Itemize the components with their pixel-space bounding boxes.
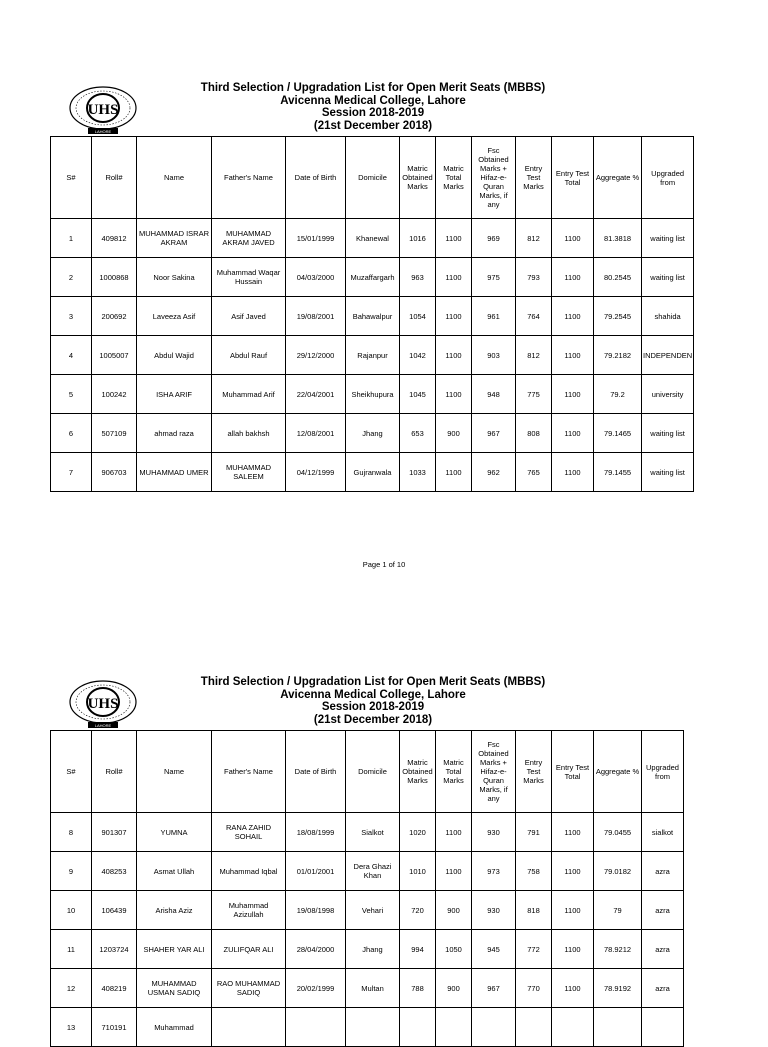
cell-entry-test-total: 1100 [552, 414, 594, 453]
cell-serial: 5 [51, 375, 92, 414]
cell-matric-total: 1100 [436, 813, 472, 852]
cell-father-name: allah bakhsh [212, 414, 286, 453]
cell-domicile: Muzaffargarh [346, 258, 400, 297]
cell-entry-test-marks: 812 [516, 336, 552, 375]
cell-domicile: Jhang [346, 930, 400, 969]
cell-dob: 12/08/2001 [286, 414, 346, 453]
cell-serial: 6 [51, 414, 92, 453]
table-header-row [51, 731, 684, 813]
cell-father-name: RAO MUHAMMAD SADIQ [212, 969, 286, 1008]
header-session: Session 2018-2019 [321, 701, 425, 713]
cell-entry-test-marks: 765 [516, 453, 552, 492]
cell-name: Laveeza Asif [137, 297, 212, 336]
cell-aggregate: 79.2182 [594, 336, 642, 375]
svg-text:LAHORE: LAHORE [94, 723, 112, 728]
cell-serial: 13 [51, 1008, 92, 1047]
cell-father-name: Asif Javed [212, 297, 286, 336]
cell-matric-total: 900 [436, 891, 472, 930]
table-row [51, 258, 694, 297]
list-header [150, 82, 596, 132]
col-header-upgraded-from: Upgraded from [642, 137, 694, 219]
cell-matric-obtained: 963 [400, 258, 436, 297]
table-row [51, 297, 694, 336]
cell-fsc-obtained: 945 [472, 930, 516, 969]
cell-dob: 15/01/1999 [286, 219, 346, 258]
col-header-matric-obtained: Matric Obtained Marks [400, 731, 436, 813]
header-session: Session 2018-2019 [321, 107, 425, 119]
cell-name: MUHAMMAD ISRAR AKRAM [137, 219, 212, 258]
cell-entry-test-marks: 772 [516, 930, 552, 969]
cell-upgraded-from: university [642, 375, 694, 414]
cell-entry-test-marks: 812 [516, 219, 552, 258]
cell-name: Arisha Aziz [137, 891, 212, 930]
cell-dob: 20/02/1999 [286, 969, 346, 1008]
cell-roll: 507109 [92, 414, 137, 453]
table-row [51, 1008, 684, 1047]
table-header-row [51, 137, 694, 219]
cell-father-name: Muhammad Waqar Hussain [212, 258, 286, 297]
cell-dob: 19/08/1998 [286, 891, 346, 930]
cell-entry-test-total [552, 1008, 594, 1047]
cell-upgraded-from: waiting list [642, 453, 694, 492]
cell-roll: 1203724 [92, 930, 137, 969]
cell-upgraded-from: shahida [642, 297, 694, 336]
table-row [51, 969, 684, 1008]
cell-aggregate: 78.9192 [594, 969, 642, 1008]
cell-matric-total: 1100 [436, 297, 472, 336]
cell-matric-obtained: 994 [400, 930, 436, 969]
cell-dob: 18/08/1999 [286, 813, 346, 852]
cell-aggregate: 79.2 [594, 375, 642, 414]
cell-serial: 2 [51, 258, 92, 297]
cell-matric-obtained: 1033 [400, 453, 436, 492]
cell-aggregate: 79 [594, 891, 642, 930]
uhs-logo [66, 678, 140, 730]
cell-matric-total: 900 [436, 969, 472, 1008]
table-row [51, 453, 694, 492]
col-header-upgraded-from: Upgraded from [642, 731, 684, 813]
cell-roll: 906703 [92, 453, 137, 492]
merit-table [50, 136, 694, 492]
cell-name: Asmat Ullah [137, 852, 212, 891]
cell-roll: 100242 [92, 375, 137, 414]
header-date: (21st December 2018) [313, 713, 433, 726]
cell-matric-obtained: 788 [400, 969, 436, 1008]
cell-roll: 1000868 [92, 258, 137, 297]
cell-aggregate: 79.0182 [594, 852, 642, 891]
cell-father-name: MUHAMMAD AKRAM JAVED [212, 219, 286, 258]
cell-dob [286, 1008, 346, 1047]
col-header-serial: S# [51, 731, 92, 813]
table-body [51, 813, 684, 1047]
cell-matric-total [436, 1008, 472, 1047]
col-header-fsc-obtained: Fsc Obtained Marks + Hifaz-e-Quran Marks, if any [472, 137, 516, 219]
cell-name: YUMNA [137, 813, 212, 852]
col-header-roll: Roll# [92, 731, 137, 813]
cell-entry-test-total: 1100 [552, 930, 594, 969]
cell-matric-total: 1100 [436, 336, 472, 375]
cell-father-name: MUHAMMAD SALEEM [212, 453, 286, 492]
cell-aggregate: 79.0455 [594, 813, 642, 852]
cell-matric-total: 1100 [436, 258, 472, 297]
cell-domicile: Rajanpur [346, 336, 400, 375]
cell-domicile: Jhang [346, 414, 400, 453]
cell-matric-total: 900 [436, 414, 472, 453]
cell-dob: 01/01/2001 [286, 852, 346, 891]
col-header-dob: Date of Birth [286, 731, 346, 813]
cell-serial: 7 [51, 453, 92, 492]
cell-roll: 106439 [92, 891, 137, 930]
cell-domicile [346, 1008, 400, 1047]
header-college: Avicenna Medical College, Lahore [280, 688, 466, 701]
col-header-domicile: Domicile [346, 731, 400, 813]
cell-matric-total: 1050 [436, 930, 472, 969]
col-header-entry-test-total: Entry Test Total [552, 137, 594, 219]
table-row [51, 219, 694, 258]
svg-text:UHS: UHS [87, 696, 119, 712]
cell-matric-obtained: 1054 [400, 297, 436, 336]
cell-entry-test-marks: 818 [516, 891, 552, 930]
table-row [51, 930, 684, 969]
cell-name: MUHAMMAD USMAN SADIQ [137, 969, 212, 1008]
col-header-entry-test-marks: Entry Test Marks [516, 731, 552, 813]
cell-matric-obtained: 720 [400, 891, 436, 930]
cell-fsc-obtained: 962 [472, 453, 516, 492]
cell-domicile: Vehari [346, 891, 400, 930]
cell-domicile: Sialkot [346, 813, 400, 852]
cell-serial: 3 [51, 297, 92, 336]
cell-domicile: Dera Ghazi Khan [346, 852, 400, 891]
cell-dob: 04/12/1999 [286, 453, 346, 492]
cell-entry-test-total: 1100 [552, 453, 594, 492]
cell-entry-test-total: 1100 [552, 219, 594, 258]
list-header [150, 676, 596, 726]
cell-fsc-obtained: 969 [472, 219, 516, 258]
cell-serial: 12 [51, 969, 92, 1008]
cell-fsc-obtained: 961 [472, 297, 516, 336]
col-header-entry-test-marks: Entry Test Marks [516, 137, 552, 219]
cell-fsc-obtained: 967 [472, 969, 516, 1008]
table-row [51, 414, 694, 453]
table-row [51, 375, 694, 414]
col-header-father-name: Father's Name [212, 731, 286, 813]
cell-serial: 8 [51, 813, 92, 852]
cell-aggregate [594, 1008, 642, 1047]
cell-dob: 19/08/2001 [286, 297, 346, 336]
cell-matric-obtained: 1010 [400, 852, 436, 891]
col-header-domicile: Domicile [346, 137, 400, 219]
cell-dob: 22/04/2001 [286, 375, 346, 414]
cell-aggregate: 79.1455 [594, 453, 642, 492]
svg-text:LAHORE: LAHORE [94, 129, 112, 134]
header-title: Third Selection / Upgradation List for Open Merit Seats (MBBS) [200, 676, 546, 688]
col-header-serial: S# [51, 137, 92, 219]
table-row [51, 813, 684, 852]
cell-entry-test-total: 1100 [552, 891, 594, 930]
cell-serial: 9 [51, 852, 92, 891]
col-header-aggregate: Aggregate % [594, 731, 642, 813]
cell-matric-obtained: 1020 [400, 813, 436, 852]
cell-serial: 4 [51, 336, 92, 375]
svg-text:UHS: UHS [87, 102, 119, 118]
cell-matric-total: 1100 [436, 375, 472, 414]
cell-fsc-obtained: 967 [472, 414, 516, 453]
cell-father-name: Muhammad Arif [212, 375, 286, 414]
col-header-name: Name [137, 137, 212, 219]
cell-domicile: Khanewal [346, 219, 400, 258]
cell-domicile: Multan [346, 969, 400, 1008]
header-date: (21st December 2018) [313, 119, 433, 132]
cell-dob: 29/12/2000 [286, 336, 346, 375]
table-row [51, 852, 684, 891]
cell-matric-obtained: 653 [400, 414, 436, 453]
cell-dob: 04/03/2000 [286, 258, 346, 297]
cell-serial: 10 [51, 891, 92, 930]
cell-aggregate: 79.1465 [594, 414, 642, 453]
cell-fsc-obtained: 973 [472, 852, 516, 891]
col-header-entry-test-total: Entry Test Total [552, 731, 594, 813]
merit-table [50, 730, 684, 1047]
cell-roll: 901307 [92, 813, 137, 852]
cell-name: SHAHER YAR ALI [137, 930, 212, 969]
col-header-matric-total: Matric Total Marks [436, 731, 472, 813]
cell-entry-test-marks: 793 [516, 258, 552, 297]
cell-aggregate: 78.9212 [594, 930, 642, 969]
cell-fsc-obtained [472, 1008, 516, 1047]
col-header-dob: Date of Birth [286, 137, 346, 219]
cell-father-name [212, 1008, 286, 1047]
cell-upgraded-from: azra [642, 930, 684, 969]
cell-name: MUHAMMAD UMER [137, 453, 212, 492]
cell-aggregate: 80.2545 [594, 258, 642, 297]
cell-aggregate: 81.3818 [594, 219, 642, 258]
cell-entry-test-marks: 791 [516, 813, 552, 852]
cell-matric-obtained [400, 1008, 436, 1047]
cell-name: ahmad raza [137, 414, 212, 453]
cell-entry-test-total: 1100 [552, 852, 594, 891]
cell-serial: 1 [51, 219, 92, 258]
cell-name: Abdul Wajid [137, 336, 212, 375]
col-header-father-name: Father's Name [212, 137, 286, 219]
cell-matric-total: 1100 [436, 453, 472, 492]
cell-upgraded-from: waiting list [642, 219, 694, 258]
cell-domicile: Bahawalpur [346, 297, 400, 336]
cell-upgraded-from: sialkot [642, 813, 684, 852]
col-header-aggregate: Aggregate % [594, 137, 642, 219]
cell-entry-test-marks [516, 1008, 552, 1047]
cell-matric-total: 1100 [436, 219, 472, 258]
header-title: Third Selection / Upgradation List for Open Merit Seats (MBBS) [200, 82, 546, 94]
cell-upgraded-from: azra [642, 891, 684, 930]
cell-upgraded-from: waiting list [642, 258, 694, 297]
col-header-fsc-obtained: Fsc Obtained Marks + Hifaz-e-Quran Marks, if any [472, 731, 516, 813]
cell-matric-total: 1100 [436, 852, 472, 891]
cell-father-name: Abdul Rauf [212, 336, 286, 375]
uhs-logo [66, 84, 140, 136]
cell-entry-test-total: 1100 [552, 813, 594, 852]
col-header-matric-total: Matric Total Marks [436, 137, 472, 219]
cell-fsc-obtained: 948 [472, 375, 516, 414]
table-row [51, 891, 684, 930]
cell-entry-test-marks: 764 [516, 297, 552, 336]
cell-roll: 200692 [92, 297, 137, 336]
cell-fsc-obtained: 930 [472, 891, 516, 930]
cell-entry-test-total: 1100 [552, 258, 594, 297]
col-header-roll: Roll# [92, 137, 137, 219]
cell-father-name: ZULIFQAR ALI [212, 930, 286, 969]
cell-entry-test-marks: 758 [516, 852, 552, 891]
cell-roll: 408253 [92, 852, 137, 891]
cell-entry-test-marks: 770 [516, 969, 552, 1008]
cell-roll: 1005007 [92, 336, 137, 375]
cell-entry-test-total: 1100 [552, 375, 594, 414]
cell-father-name: Muhammad Iqbal [212, 852, 286, 891]
cell-matric-obtained: 1042 [400, 336, 436, 375]
header-college: Avicenna Medical College, Lahore [280, 94, 466, 107]
cell-father-name: RANA ZAHID SOHAIL [212, 813, 286, 852]
cell-aggregate: 79.2545 [594, 297, 642, 336]
cell-upgraded-from: azra [642, 969, 684, 1008]
cell-domicile: Gujranwala [346, 453, 400, 492]
cell-dob: 28/04/2000 [286, 930, 346, 969]
cell-matric-obtained: 1016 [400, 219, 436, 258]
cell-serial: 11 [51, 930, 92, 969]
cell-entry-test-total: 1100 [552, 297, 594, 336]
cell-name: ISHA ARIF [137, 375, 212, 414]
cell-upgraded-from: INDEPENDEN [642, 336, 694, 375]
cell-father-name: Muhammad Azizullah [212, 891, 286, 930]
cell-fsc-obtained: 930 [472, 813, 516, 852]
cell-entry-test-marks: 808 [516, 414, 552, 453]
cell-fsc-obtained: 903 [472, 336, 516, 375]
cell-upgraded-from: azra [642, 852, 684, 891]
cell-domicile: Sheikhupura [346, 375, 400, 414]
cell-entry-test-total: 1100 [552, 336, 594, 375]
col-header-name: Name [137, 731, 212, 813]
cell-entry-test-total: 1100 [552, 969, 594, 1008]
cell-roll: 409812 [92, 219, 137, 258]
cell-fsc-obtained: 975 [472, 258, 516, 297]
cell-roll: 408219 [92, 969, 137, 1008]
cell-name: Muhammad [137, 1008, 212, 1047]
cell-upgraded-from: waiting list [642, 414, 694, 453]
cell-name: Noor Sakina [137, 258, 212, 297]
table-body [51, 219, 694, 492]
cell-upgraded-from [642, 1008, 684, 1047]
col-header-matric-obtained: Matric Obtained Marks [400, 137, 436, 219]
page-footer: Page 1 of 10 [362, 560, 406, 569]
cell-matric-obtained: 1045 [400, 375, 436, 414]
cell-entry-test-marks: 775 [516, 375, 552, 414]
table-row [51, 336, 694, 375]
cell-roll: 710191 [92, 1008, 137, 1047]
